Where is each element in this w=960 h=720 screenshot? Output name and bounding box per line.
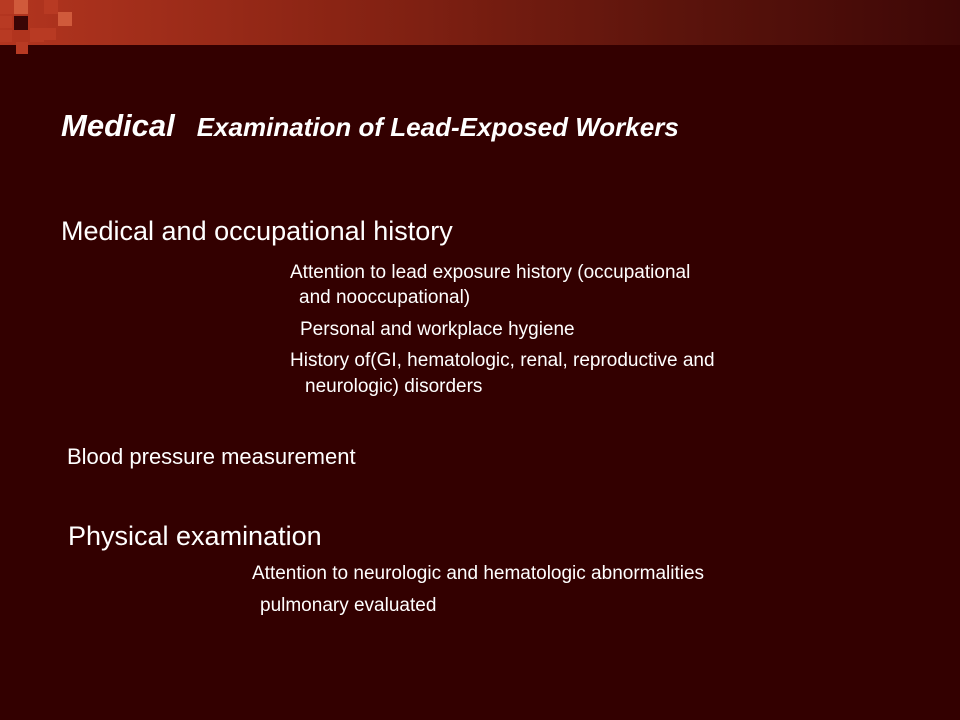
title-part-1: Medical bbox=[61, 108, 175, 143]
section-heading-history: Medical and occupational history bbox=[61, 216, 453, 246]
history-item-1-cont: and nooccupational) bbox=[299, 287, 471, 308]
section-heading-blood-pressure: Blood pressure measurement bbox=[67, 444, 356, 469]
slide-title bbox=[61, 108, 679, 144]
physical-item-1: Attention to neurologic and hematologic abnormalities bbox=[252, 563, 705, 584]
history-item-3: History of(GI, hematologic, renal, reproductive and bbox=[290, 350, 715, 371]
title-part-2: Examination of Lead-Exposed Workers bbox=[196, 112, 679, 142]
history-item-3-cont: neurologic) disorders bbox=[305, 376, 483, 397]
header-band bbox=[0, 0, 960, 45]
section-heading-physical-exam: Physical examination bbox=[68, 521, 322, 551]
physical-item-2: pulmonary evaluated bbox=[260, 595, 437, 616]
history-item-2: Personal and workplace hygiene bbox=[300, 319, 575, 340]
history-item-1: Attention to lead exposure history (occupational bbox=[290, 262, 691, 283]
